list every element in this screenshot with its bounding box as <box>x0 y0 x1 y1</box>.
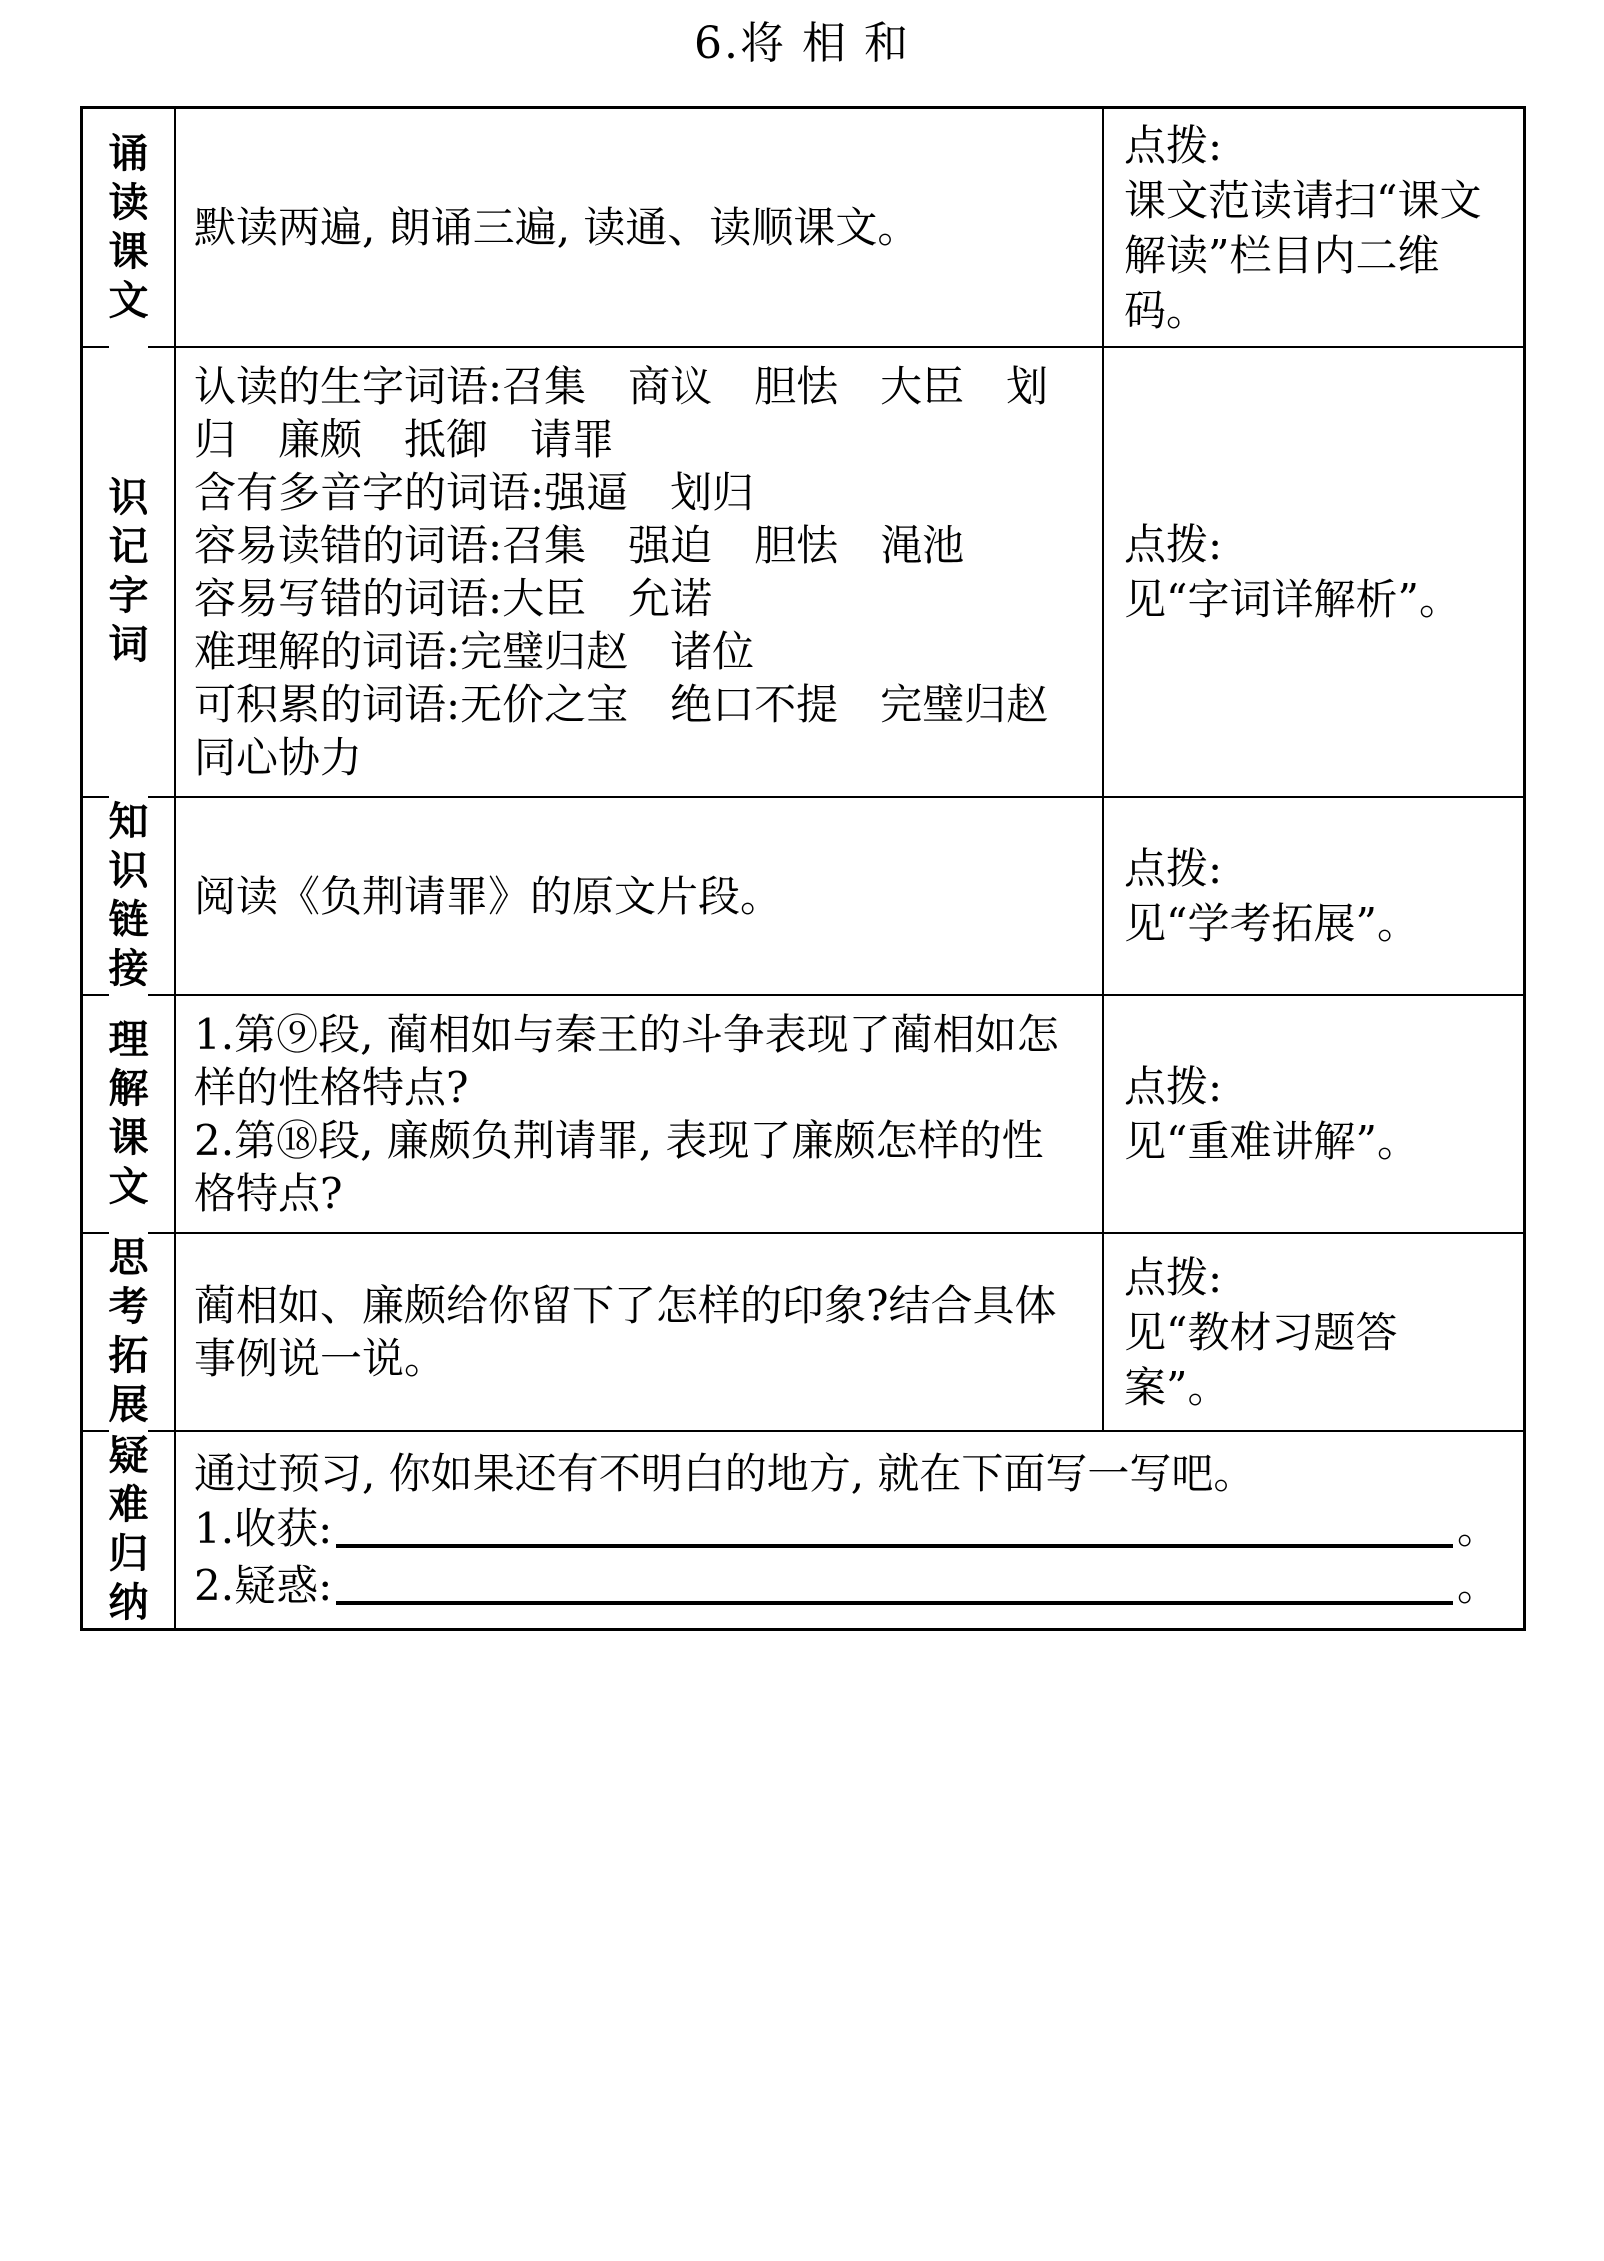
row-label-text: 诵读课文 <box>108 130 149 324</box>
content-line: 事例说一说。 <box>194 1334 447 1383</box>
blank-underline <box>336 1500 1453 1548</box>
content-line: 难理解的词语:完璧归赵 诸位 <box>194 627 755 676</box>
fill-line-harvest <box>194 1500 1517 1557</box>
content-line: 样的性格特点? <box>194 1063 469 1112</box>
content-line: 阅读《负荆请罪》的原文片段。 <box>194 871 783 921</box>
row-label-questions-summary <box>83 1432 176 1628</box>
content-line: 格特点? <box>194 1169 343 1218</box>
content-line: 容易写错的词语:大臣 允诺 <box>194 574 713 623</box>
content-cell-questions-summary <box>176 1432 1523 1628</box>
content-line: 1.第⑨段, 蔺相如与秦王的斗争表现了蔺相如怎 <box>194 1010 1059 1059</box>
tip-line: 课文范读请扫“课文 <box>1124 175 1482 225</box>
tip-line: 见“学考拓展”。 <box>1124 899 1419 948</box>
row-label-knowledge-link <box>83 798 176 994</box>
fill-label: 2.疑惑: <box>194 1560 333 1610</box>
worksheet-table <box>80 106 1526 1631</box>
tip-line: 解读”栏目内二维 <box>1124 230 1440 280</box>
table-row-thinking-extension <box>83 1232 1523 1430</box>
tip-line: 见“教材习题答 <box>1124 1307 1398 1357</box>
blank-underline <box>336 1557 1453 1605</box>
tip-title: 点拨: <box>1124 1062 1223 1111</box>
table-row-comprehension <box>83 994 1523 1232</box>
tip-cell-thinking-extension <box>1102 1234 1523 1430</box>
tip-line: 见“重难讲解”。 <box>1124 1117 1419 1166</box>
content-line: 蔺相如、廉颇给你留下了怎样的印象?结合具体 <box>194 1281 1057 1330</box>
content-cell-vocab <box>176 348 1102 796</box>
tip-line: 见“字词详解析”。 <box>1124 575 1461 624</box>
page-title: 6.将 相 和 <box>694 18 910 69</box>
content-line: 认读的生字词语:召集 商议 胆怯 大臣 划 <box>194 362 1049 411</box>
table-row-questions-summary <box>83 1430 1523 1628</box>
table-row-vocab <box>83 346 1523 796</box>
tip-title: 点拨: <box>1124 120 1223 170</box>
content-line: 同心协力 <box>194 733 363 782</box>
fill-suffix: 。 <box>1456 1503 1499 1553</box>
tip-title: 点拨: <box>1124 1252 1223 1302</box>
content-line: 可积累的词语:无价之宝 绝口不提 完璧归赵 <box>194 680 1049 729</box>
fill-label: 1.收获: <box>194 1503 333 1553</box>
row-label-comprehension <box>83 996 176 1232</box>
tip-line: 码。 <box>1124 285 1209 335</box>
content-cell-knowledge-link <box>176 798 1102 994</box>
row-label-vocab <box>83 348 176 796</box>
content-cell-recite <box>176 109 1102 346</box>
tip-cell-knowledge-link <box>1102 798 1523 994</box>
content-line: 2.第⑱段, 廉颇负荆请罪, 表现了廉颇怎样的性 <box>194 1116 1044 1165</box>
content-line: 通过预习, 你如果还有不明白的地方, 就在下面写一写吧。 <box>194 1448 1256 1498</box>
tip-cell-recite <box>1102 109 1523 346</box>
row-label-text: 识记字词 <box>108 475 149 668</box>
content-line: 归 廉颇 抵御 请罪 <box>194 415 615 464</box>
fill-line-doubt <box>194 1557 1517 1614</box>
tip-cell-vocab <box>1102 348 1523 796</box>
row-label-thinking-extension <box>83 1234 176 1430</box>
content-line: 默读两遍, 朗诵三遍, 读通、读顺课文。 <box>194 203 920 252</box>
content-line: 含有多音字的词语:强逼 划归 <box>194 468 755 517</box>
tip-cell-comprehension <box>1102 996 1523 1232</box>
row-label-recite <box>83 109 176 346</box>
row-label-text: 疑难归纳 <box>108 1433 149 1626</box>
content-line: 容易读错的词语:召集 强迫 胆怯 渑池 <box>194 521 965 570</box>
table-row-knowledge-link <box>83 796 1523 994</box>
tip-title: 点拨: <box>1124 844 1223 893</box>
tip-title: 点拨: <box>1124 520 1223 569</box>
row-label-text: 思考拓展 <box>108 1235 149 1428</box>
content-cell-comprehension <box>176 996 1102 1232</box>
tip-line: 案”。 <box>1124 1362 1230 1412</box>
fill-suffix: 。 <box>1456 1560 1499 1610</box>
table-row-recite <box>83 109 1523 346</box>
row-label-text: 理解课文 <box>108 1017 149 1210</box>
row-label-text: 知识链接 <box>108 799 149 992</box>
content-cell-thinking-extension <box>176 1234 1102 1430</box>
